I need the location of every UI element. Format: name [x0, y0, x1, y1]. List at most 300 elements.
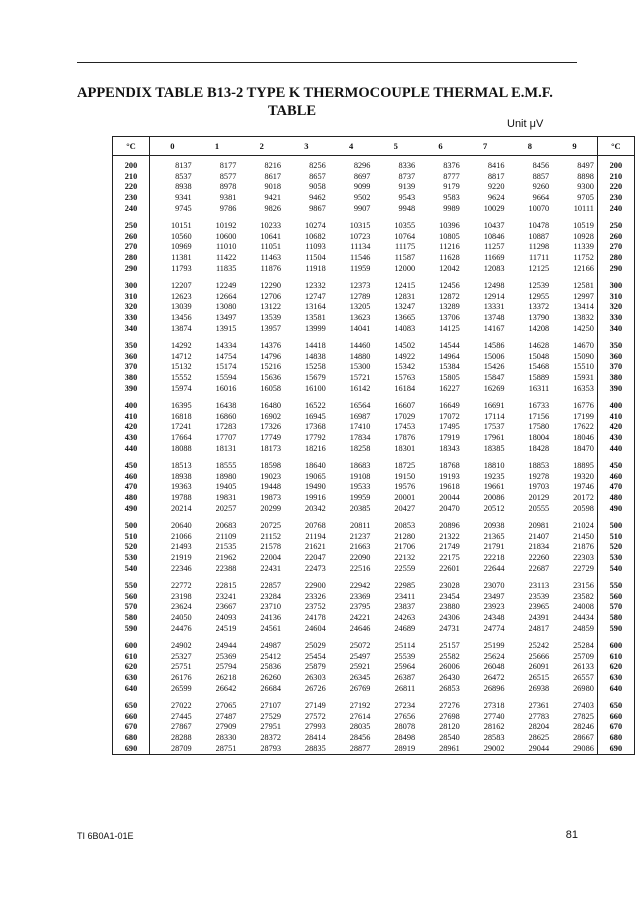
emf-value: 24604 — [305, 623, 326, 633]
emf-value: 16733 — [528, 400, 550, 410]
emf-value: 22729 — [552, 563, 597, 574]
emf-value: 17537 — [483, 422, 505, 432]
emf-value: 19618 — [439, 482, 460, 492]
emf-value: 13539 — [260, 313, 282, 323]
emf-value: 11339 — [552, 242, 597, 253]
emf-value: 21834 — [528, 542, 550, 552]
emf-value: 8537 — [175, 171, 192, 181]
table-row — [113, 340, 635, 351]
table-row — [113, 542, 635, 553]
emf-value: 13957 — [260, 324, 282, 334]
emf-value: 12498 — [483, 280, 505, 290]
header-digit-2: 2 — [239, 137, 284, 156]
emf-value: 19320 — [552, 471, 597, 482]
emf-value: 23667 — [215, 602, 237, 612]
emf-value: 16142 — [349, 384, 371, 394]
emf-value: 9018 — [264, 182, 282, 192]
emf-value: 27022 — [170, 700, 192, 710]
emf-value: 13164 — [305, 302, 326, 312]
row-temp-left: 600 — [113, 640, 150, 651]
row-temp-left: 200 — [113, 156, 150, 171]
table-row — [113, 351, 635, 362]
table-row — [113, 231, 635, 242]
emf-value: 17876 — [394, 433, 416, 443]
emf-value: 16776 — [552, 400, 597, 411]
emf-value: 18131 — [215, 444, 237, 454]
row-temp-right: 470 — [597, 482, 634, 493]
emf-value: 24902 — [170, 640, 192, 650]
row-temp-left: 290 — [113, 263, 150, 274]
emf-value: 22132 — [394, 553, 416, 563]
row-temp-right: 570 — [597, 601, 634, 612]
emf-value: 14167 — [483, 324, 505, 334]
emf-value: 27234 — [394, 700, 416, 710]
emf-value: 14083 — [394, 324, 416, 334]
emf-value: 28330 — [215, 733, 237, 743]
emf-value: 25072 — [349, 640, 371, 650]
emf-value: 19959 — [349, 493, 371, 503]
emf-value: 26345 — [349, 673, 371, 683]
emf-value: 14712 — [170, 351, 192, 361]
emf-value: 14460 — [349, 340, 371, 350]
table-row — [113, 683, 635, 694]
emf-value: 16227 — [439, 384, 460, 394]
emf-value: 23880 — [439, 602, 460, 612]
row-temp-left: 690 — [113, 743, 150, 754]
emf-value: 18046 — [552, 432, 597, 443]
emf-value: 20214 — [170, 504, 192, 513]
emf-value: 15636 — [260, 373, 282, 383]
table-row — [113, 302, 635, 313]
emf-value: 17834 — [349, 433, 371, 443]
emf-value: 23497 — [483, 591, 505, 601]
emf-value: 28498 — [394, 733, 416, 743]
emf-value: 27951 — [260, 722, 282, 732]
emf-value: 12083 — [483, 264, 505, 274]
emf-value: 18470 — [552, 443, 597, 454]
emf-value: 15174 — [215, 362, 237, 372]
row-temp-right: 340 — [597, 323, 634, 334]
emf-value: 27993 — [305, 722, 326, 732]
header-temp-right: °C — [597, 137, 634, 156]
emf-value: 9502 — [353, 193, 371, 203]
emf-value: 24987 — [260, 640, 282, 650]
emf-value: 24731 — [439, 623, 460, 633]
emf-value: 22687 — [528, 563, 550, 573]
row-temp-right: 350 — [597, 340, 634, 351]
emf-value: 11587 — [394, 253, 416, 263]
emf-value: 14880 — [349, 351, 371, 361]
row-temp-right: 560 — [597, 591, 634, 602]
emf-value: 20640 — [170, 520, 192, 530]
emf-value: 9867 — [309, 204, 326, 214]
emf-value: 20853 — [394, 520, 416, 530]
emf-value: 20555 — [528, 504, 550, 513]
emf-value: 16987 — [349, 411, 371, 421]
table-header-row — [113, 137, 635, 156]
emf-value: 20598 — [552, 503, 597, 514]
table-row — [113, 312, 635, 323]
emf-value: 21663 — [349, 542, 371, 552]
emf-value: 17707 — [215, 433, 237, 443]
emf-value: 16564 — [349, 400, 371, 410]
row-temp-right: 520 — [597, 542, 634, 553]
row-temp-right: 290 — [597, 263, 634, 274]
emf-value: 22047 — [305, 553, 326, 563]
emf-value: 13748 — [483, 313, 505, 323]
emf-value: 15679 — [305, 373, 326, 383]
emf-value: 22559 — [394, 563, 416, 573]
table-row — [113, 552, 635, 563]
emf-value: 8697 — [353, 171, 371, 181]
emf-value: 9462 — [309, 193, 326, 203]
emf-value: 13497 — [215, 313, 237, 323]
emf-value: 8497 — [552, 156, 597, 171]
emf-value: 23411 — [394, 591, 416, 601]
table-row — [113, 220, 635, 231]
emf-value: 26472 — [483, 673, 505, 683]
row-temp-right: 390 — [597, 383, 634, 394]
emf-value: 10600 — [215, 231, 237, 241]
emf-value: 27572 — [305, 711, 326, 721]
emf-value: 19150 — [394, 471, 416, 481]
emf-value: 10969 — [170, 242, 192, 252]
emf-value: 13122 — [260, 302, 282, 312]
row-temp-right: 530 — [597, 552, 634, 563]
emf-value: 24008 — [552, 601, 597, 612]
emf-value: 24944 — [215, 640, 237, 650]
row-temp-right: 210 — [597, 171, 634, 182]
table-row — [113, 661, 635, 672]
emf-value: 26642 — [215, 683, 237, 693]
emf-value: 11051 — [260, 242, 282, 252]
table-row — [113, 743, 635, 754]
emf-value: 13623 — [349, 313, 371, 323]
emf-value: 14292 — [170, 340, 192, 350]
emf-value: 18173 — [260, 444, 282, 454]
emf-value: 23710 — [260, 602, 282, 612]
row-temp-left: 230 — [113, 192, 150, 203]
unit-label: Unit μV — [507, 118, 544, 130]
emf-value: 17072 — [439, 411, 460, 421]
row-temp-right: 650 — [597, 700, 634, 711]
emf-value: 24689 — [394, 623, 416, 633]
emf-value: 11752 — [552, 252, 597, 263]
emf-value: 23028 — [439, 580, 460, 590]
emf-value: 29044 — [508, 743, 553, 754]
emf-value: 8657 — [309, 171, 326, 181]
emf-value: 11463 — [260, 253, 282, 263]
emf-value: 23539 — [528, 591, 550, 601]
emf-value: 9300 — [552, 182, 597, 193]
emf-value: 20512 — [483, 504, 505, 513]
table-row — [113, 323, 635, 334]
emf-value: 20086 — [483, 493, 505, 503]
emf-value: 15468 — [528, 362, 550, 372]
emf-value: 14544 — [439, 340, 460, 350]
emf-value: 21919 — [170, 553, 192, 563]
emf-value: 16607 — [394, 400, 416, 410]
emf-value: 22815 — [215, 580, 237, 590]
row-temp-right: 320 — [597, 302, 634, 313]
emf-value: 27867 — [170, 722, 192, 732]
emf-value: 13999 — [305, 324, 326, 334]
emf-value: 13581 — [305, 313, 326, 323]
row-temp-left: 370 — [113, 362, 150, 373]
emf-value: 12249 — [215, 280, 237, 290]
row-temp-right: 620 — [597, 661, 634, 672]
emf-value: 19533 — [349, 482, 371, 492]
emf-value: 20385 — [349, 504, 371, 513]
emf-value: 28709 — [150, 743, 195, 754]
emf-value: 9421 — [264, 193, 282, 203]
emf-value: 9341 — [175, 193, 192, 203]
emf-value: 20257 — [215, 504, 237, 513]
emf-value: 10560 — [170, 231, 192, 241]
table-row — [113, 711, 635, 722]
row-temp-right: 420 — [597, 422, 634, 433]
emf-value: 11793 — [171, 264, 192, 274]
emf-value: 25242 — [528, 640, 550, 650]
emf-value: 11876 — [260, 264, 282, 274]
table-row — [113, 291, 635, 302]
emf-value: 25879 — [305, 662, 326, 672]
emf-value: 12623 — [170, 291, 192, 301]
table-row — [113, 580, 635, 591]
emf-value: 27740 — [483, 711, 505, 721]
emf-value: 8978 — [219, 182, 237, 192]
emf-value: 19023 — [260, 471, 282, 481]
row-temp-left: 490 — [113, 503, 150, 514]
emf-value: 28961 — [418, 743, 463, 754]
table-row — [113, 443, 635, 454]
emf-value: 20981 — [528, 520, 550, 530]
emf-value: 24178 — [305, 613, 326, 623]
emf-value: 25454 — [305, 651, 326, 661]
emf-value: 15510 — [552, 362, 597, 373]
emf-value: 25157 — [439, 640, 460, 650]
emf-value: 22942 — [349, 580, 371, 590]
emf-value: 12539 — [528, 280, 550, 290]
emf-value: 28414 — [305, 733, 326, 743]
emf-value: 25709 — [552, 651, 597, 662]
emf-value: 24859 — [552, 623, 597, 634]
emf-value: 27361 — [528, 700, 550, 710]
emf-value: 17241 — [170, 422, 192, 432]
emf-value: 21621 — [305, 542, 326, 552]
emf-value: 28456 — [349, 733, 371, 743]
emf-value: 19788 — [170, 493, 192, 503]
row-temp-right: 230 — [597, 192, 634, 203]
emf-value: 20001 — [394, 493, 416, 503]
emf-value: 21535 — [215, 542, 237, 552]
emf-value: 16818 — [170, 411, 192, 421]
emf-value: 20683 — [215, 520, 237, 530]
emf-value: 8777 — [443, 171, 460, 181]
row-temp-right: 640 — [597, 683, 634, 694]
row-temp-right: 400 — [597, 400, 634, 411]
emf-value: 25582 — [439, 651, 460, 661]
emf-value: 22004 — [260, 553, 282, 563]
emf-value: 22644 — [483, 563, 505, 573]
row-temp-right: 610 — [597, 651, 634, 662]
emf-value: 22303 — [552, 552, 597, 563]
emf-value: 15006 — [483, 351, 505, 361]
emf-value: 8296 — [353, 160, 371, 170]
emf-value: 18853 — [528, 460, 550, 470]
emf-value: 13372 — [528, 302, 550, 312]
emf-value: 12706 — [260, 291, 282, 301]
table-row — [113, 503, 635, 514]
emf-value: 24050 — [170, 613, 192, 623]
emf-value: 22218 — [483, 553, 505, 563]
emf-value: 14586 — [483, 340, 505, 350]
emf-value: 10641 — [260, 231, 282, 241]
emf-value: 25964 — [394, 662, 416, 672]
emf-value: 24646 — [349, 623, 371, 633]
emf-value: 27192 — [349, 700, 371, 710]
emf-value: 17495 — [439, 422, 460, 432]
emf-value: 23326 — [305, 591, 326, 601]
emf-value: 17368 — [305, 422, 326, 432]
emf-value: 12831 — [394, 291, 416, 301]
emf-value: 27318 — [483, 700, 505, 710]
page-number: 81 — [565, 829, 578, 841]
emf-value: 13706 — [439, 313, 460, 323]
table-row — [113, 563, 635, 574]
row-temp-left: 360 — [113, 351, 150, 362]
table-row — [113, 601, 635, 612]
emf-value: 23369 — [349, 591, 371, 601]
emf-value: 26599 — [170, 683, 192, 693]
row-temp-left: 660 — [113, 711, 150, 722]
emf-value: 8737 — [398, 171, 416, 181]
emf-value: 12125 — [528, 264, 550, 274]
emf-value: 11134 — [350, 242, 371, 252]
emf-value: 9948 — [398, 204, 416, 214]
table-body — [113, 156, 635, 755]
row-temp-left: 680 — [113, 732, 150, 743]
row-temp-left: 540 — [113, 563, 150, 574]
row-temp-right: 590 — [597, 623, 634, 634]
emf-value: 28120 — [439, 722, 460, 732]
row-temp-left: 330 — [113, 312, 150, 323]
emf-value: 15048 — [528, 351, 550, 361]
table-row — [113, 623, 635, 634]
emf-value: 11546 — [350, 253, 371, 263]
emf-value: 17114 — [484, 411, 505, 421]
emf-value: 13205 — [349, 302, 371, 312]
emf-value: 26938 — [528, 683, 550, 693]
emf-value: 8216 — [264, 160, 282, 170]
emf-value: 11959 — [350, 264, 371, 274]
header-digit-7: 7 — [463, 137, 508, 156]
emf-value: 12997 — [552, 291, 597, 302]
header-digit-0: 0 — [150, 137, 195, 156]
header-digit-3: 3 — [284, 137, 329, 156]
emf-value: 16184 — [394, 384, 416, 394]
emf-value: 18980 — [215, 471, 237, 481]
emf-value: 22473 — [305, 563, 326, 573]
emf-value: 15721 — [349, 373, 371, 383]
row-temp-left: 400 — [113, 400, 150, 411]
emf-value: 19831 — [215, 493, 237, 503]
emf-value: 15300 — [349, 362, 371, 372]
emf-value: 22900 — [305, 580, 326, 590]
emf-value: 27698 — [439, 711, 460, 721]
emf-value: 11257 — [484, 242, 505, 252]
table-row — [113, 460, 635, 471]
row-temp-left: 350 — [113, 340, 150, 351]
emf-value: 14208 — [528, 324, 550, 334]
emf-value: 15258 — [305, 362, 326, 372]
emf-value: 15426 — [483, 362, 505, 372]
emf-value: 11628 — [439, 253, 460, 263]
emf-value: 16438 — [215, 400, 237, 410]
emf-value: 26896 — [483, 683, 505, 693]
emf-value: 25921 — [349, 662, 371, 672]
table-row — [113, 242, 635, 253]
emf-value: 21706 — [394, 542, 416, 552]
emf-value: 22090 — [349, 553, 371, 563]
emf-value: 19490 — [305, 482, 326, 492]
emf-value: 28667 — [552, 732, 597, 743]
header-digit-6: 6 — [418, 137, 463, 156]
emf-value: 9786 — [219, 204, 237, 214]
emf-value: 28246 — [552, 721, 597, 732]
emf-value: 25412 — [260, 651, 282, 661]
header-digit-4: 4 — [329, 137, 374, 156]
table-row — [113, 263, 635, 274]
emf-value: 14628 — [528, 340, 550, 350]
emf-value: 26218 — [215, 673, 237, 683]
emf-value: 26260 — [260, 673, 282, 683]
row-temp-left: 300 — [113, 280, 150, 291]
emf-value: 28288 — [170, 733, 192, 743]
emf-value: 16100 — [305, 384, 326, 394]
row-temp-left: 630 — [113, 672, 150, 683]
emf-value: 10887 — [528, 231, 550, 241]
emf-value: 14502 — [394, 340, 416, 350]
emf-value: 11010 — [215, 242, 237, 252]
emf-value: 15974 — [170, 384, 192, 394]
emf-value: 13289 — [439, 302, 460, 312]
emf-value: 21194 — [305, 531, 326, 541]
emf-value: 17919 — [439, 433, 460, 443]
emf-value: 26303 — [305, 673, 326, 683]
emf-value: 18258 — [349, 444, 371, 454]
emf-value: 17792 — [305, 433, 326, 443]
row-temp-right: 630 — [597, 672, 634, 683]
emf-value: 25751 — [170, 662, 192, 672]
row-temp-right: 430 — [597, 432, 634, 443]
emf-value: 8256 — [309, 160, 326, 170]
emf-value: 9745 — [175, 204, 192, 214]
emf-value: 18725 — [394, 460, 416, 470]
row-temp-right: 550 — [597, 580, 634, 591]
emf-value: 15594 — [215, 373, 237, 383]
emf-value: 18385 — [483, 444, 505, 454]
table-row — [113, 531, 635, 542]
emf-value: 27403 — [552, 700, 597, 711]
emf-value: 16691 — [483, 400, 505, 410]
row-temp-right: 490 — [597, 503, 634, 514]
emf-value: 18428 — [528, 444, 550, 454]
emf-value: 20427 — [394, 504, 416, 513]
emf-value: 8416 — [487, 160, 505, 170]
emf-value: 28877 — [329, 743, 374, 754]
emf-value: 15132 — [170, 362, 192, 372]
